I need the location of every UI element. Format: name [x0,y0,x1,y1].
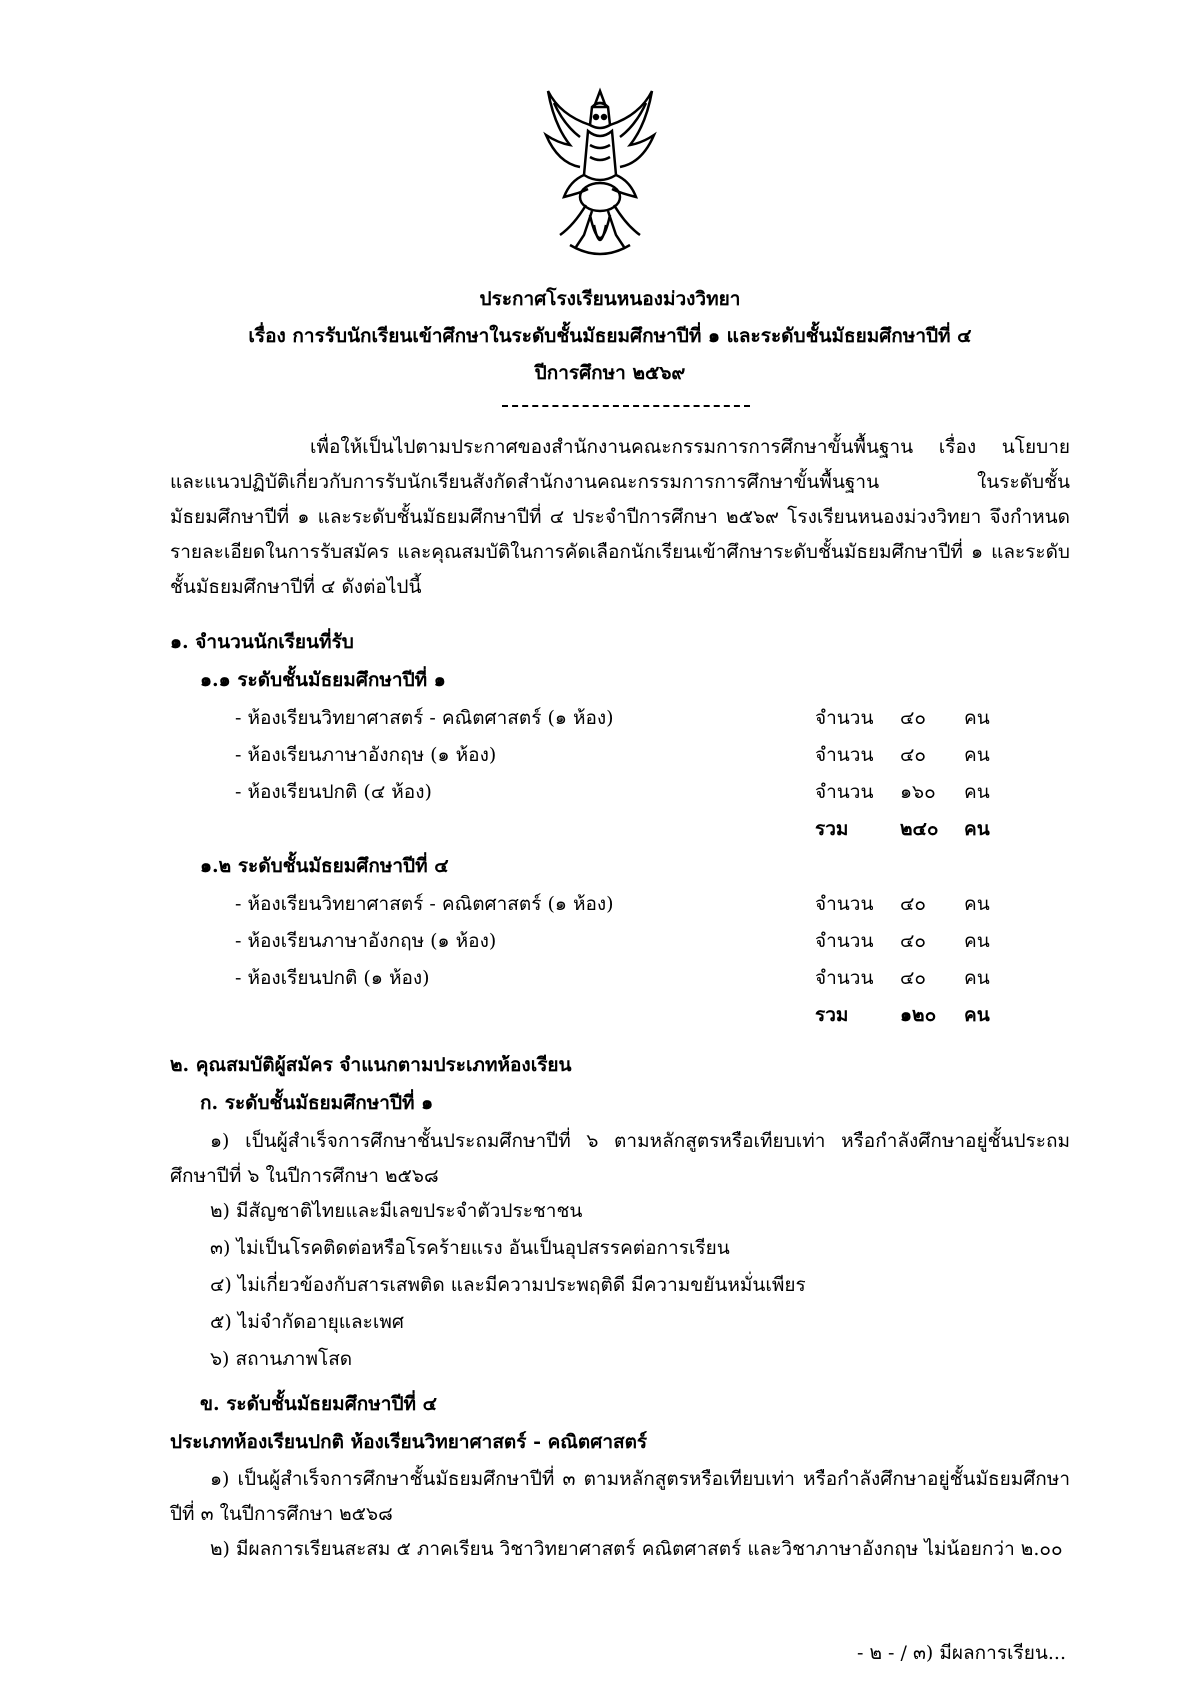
qualification-item: ๕) ไม่จำกัดอายุและเพศ [210,1311,404,1333]
quota-count: ๔๐ [900,707,926,729]
qualification-item: ๑) เป็นผู้สำเร็จการศึกษาชั้นมัธยมศึกษาปีที่ ๓ ตามหลักสูตรหรือเทียบเท่า หรือกำลังศึกษาอยู่ชั้นมัธยมศึกษาปีที่ ๓ ในปีการศึกษา ๒๕๖๘ [170,1468,1070,1525]
quota-row [170,924,1070,961]
qualification-item: ๑) เป็นผู้สำเร็จการศึกษาชั้นประถมศึกษาปีที่ ๖ ตามหลักสูตรหรือเทียบเท่า หรือกำลังศึกษาอยู่ชั้นประถมศึกษาปีที่ ๖ ในปีการศึกษา ๒๕๖๘ [170,1130,1070,1187]
qualification-item: ๖) สถานภาพโสด [210,1348,353,1370]
total-unit: คน [964,818,990,840]
title-divider [502,405,750,407]
partA-heading: ก. ระดับชั้นมัธยมศึกษาปีที่ ๑ [200,1092,434,1114]
quota-row [170,775,1070,812]
document-subject: เรื่อง การรับนักเรียนเข้าศึกษาในระดับชั้นมัธยมศึกษาปีที่ ๑ และระดับชั้นมัธยมศึกษาปีที่ ๔ [248,325,972,347]
quota-count: ๔๐ [900,893,926,915]
total-count: ๒๔๐ [900,818,939,840]
qualification-item: ๒) มีผลการเรียนสะสม ๕ ภาคเรียน วิชาวิทยาศาสตร์ คณิตศาสตร์ และวิชาภาษาอังกฤษ ไม่น้อยกว่า ๒.๐๐ [210,1538,1063,1560]
quota-label: - ห้องเรียนภาษาอังกฤษ (๑ ห้อง) [235,744,497,766]
quota-unit: คน [964,893,990,915]
quota-label: - ห้องเรียนวิทยาศาสตร์ - คณิตศาสตร์ (๑ ห้อง) [235,707,614,729]
partB-heading: ข. ระดับชั้นมัธยมศึกษาปีที่ ๔ [200,1393,438,1415]
quota-label: - ห้องเรียนภาษาอังกฤษ (๑ ห้อง) [235,930,497,952]
quota-row [170,961,1070,998]
sub2-heading: ๑.๒ ระดับชั้นมัธยมศึกษาปีที่ ๔ [200,855,449,877]
garuda-emblem-icon [540,85,660,265]
section-qualifications [170,1048,1070,1569]
qualification-item: ๔) ไม่เกี่ยวข้องกับสารเสพติด และมีความประพฤติดี มีความขยันหมั่นเพียร [210,1274,806,1296]
quota-unit: คน [964,930,990,952]
quota-word: จำนวน [815,707,874,729]
quota-unit: คน [964,707,990,729]
qualification-item: ๒) มีสัญชาติไทยและมีเลขประจำตัวประชาชน [210,1200,583,1222]
partB-type: ประเภทห้องเรียนปกติ ห้องเรียนวิทยาศาสตร์ - คณิตศาสตร์ [170,1431,648,1453]
sub1-heading: ๑.๑ ระดับชั้นมัธยมศึกษาปีที่ ๑ [200,669,446,691]
quota-word: จำนวน [815,967,874,989]
intro-text: เพื่อให้เป็นไปตามประกาศของสำนักงานคณะกรรมการการศึกษาขั้นพื้นฐาน เรื่อง นโยบาย และแนวปฏิบัติเกี่ยวกับการรับนักเรียนสังกัดสำนักงานคณะกรรมการการศึกษาขั้นพื้นฐาน ในระดับชั้นมัธยมศึกษาปีที่ ๑ และระดับชั้นมัธยมศึกษาปีที่ ๔ ประจำปีการศึกษา ๒๕๖๙ โรงเรียนหนองม่วงวิทยา จึงกำหนดรายละเอียดในการรับสมัคร และคุณสมบัติในการคัดเลือกนักเรียนเข้าศึกษาระดับชั้นมัธยมศึกษาปีที่ ๑ และระดับชั้นมัธยมศึกษาปีที่ ๔ ดังต่อไปนี้ [170,436,1070,598]
section-student-quota [170,625,1070,1035]
quota-count: ๔๐ [900,967,926,989]
total-word: รวม [815,818,849,840]
total-word: รวม [815,1004,849,1026]
quota-count: ๑๖๐ [900,781,936,803]
quota-row [170,887,1070,924]
quota-label: - ห้องเรียนปกติ (๔ ห้อง) [235,781,432,803]
document-titles [160,282,1060,393]
quota-word: จำนวน [815,744,874,766]
quota-unit: คน [964,967,990,989]
qualification-item: ๓) ไม่เป็นโรคติดต่อหรือโรคร้ายแรง อันเป็นอุปสรรคต่อการเรียน [210,1237,730,1259]
total-count: ๑๒๐ [900,1004,937,1026]
quota-unit: คน [964,781,990,803]
quota-count: ๔๐ [900,744,926,766]
quota-row [170,738,1070,775]
quota-unit: คน [964,744,990,766]
quota-word: จำนวน [815,893,874,915]
intro-paragraph [170,430,1070,605]
quota-total-row [170,998,1070,1035]
total-unit: คน [964,1004,990,1026]
quota-word: จำนวน [815,930,874,952]
document-title: ประกาศโรงเรียนหนองม่วงวิทยา [479,288,741,310]
quota-label: - ห้องเรียนวิทยาศาสตร์ - คณิตศาสตร์ (๑ ห้อง) [235,893,614,915]
quota-total-row [170,812,1070,849]
section1-heading: ๑. จำนวนนักเรียนที่รับ [170,631,354,653]
page-continuation: - ๒ - / ๓) มีผลการเรียน... [857,1642,1066,1664]
quota-count: ๔๐ [900,930,926,952]
academic-year: ปีการศึกษา ๒๕๖๙ [534,362,686,384]
quota-label: - ห้องเรียนปกติ (๑ ห้อง) [235,967,430,989]
section2-heading: ๒. คุณสมบัติผู้สมัคร จำแนกตามประเภทห้องเรียน [170,1054,572,1076]
quota-word: จำนวน [815,781,874,803]
quota-row [170,701,1070,738]
